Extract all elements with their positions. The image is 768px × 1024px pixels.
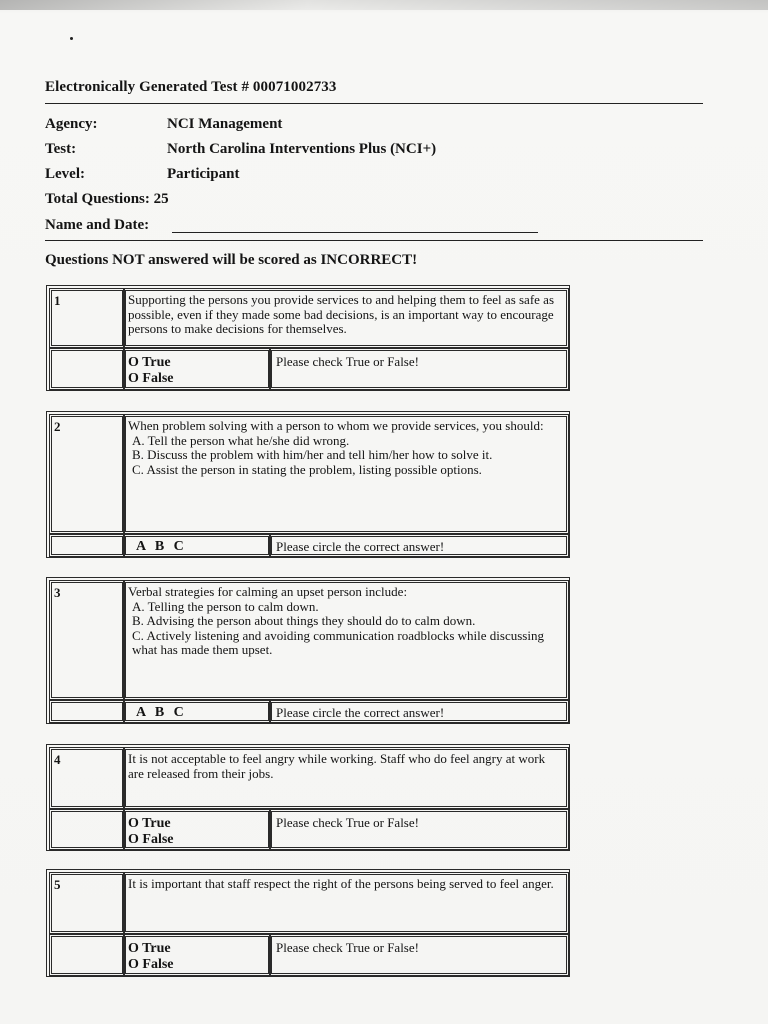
instruction-text: Please circle the correct answer! [276, 539, 445, 554]
answer-cell[interactable] [123, 348, 271, 390]
question-text-cell [123, 872, 569, 934]
total-questions-label: Total Questions: 25 [45, 191, 169, 207]
blank-cell [49, 700, 125, 723]
header-divider [45, 103, 703, 104]
blank-cell [49, 934, 125, 976]
question-text: Verbal strategies for calming an upset person include: [128, 584, 408, 599]
false-option[interactable]: O False [128, 832, 174, 847]
instruction-cell [269, 700, 569, 723]
name-date-blank[interactable] [172, 232, 538, 233]
test-title: Electronically Generated Test # 00071002733 [45, 79, 337, 95]
answer-cell[interactable] [123, 809, 271, 850]
answer-cell[interactable] [123, 534, 271, 557]
blank-cell [49, 534, 125, 557]
question-4 [46, 744, 570, 851]
question-text: It is important that staff respect the right of the persons being served to feel anger. [128, 876, 554, 891]
level-label: Level: [45, 166, 85, 182]
blank-cell [49, 348, 125, 390]
true-option[interactable]: O True [128, 941, 171, 956]
info-divider [45, 240, 703, 241]
instruction-cell [269, 809, 569, 850]
question-number-cell [49, 288, 125, 348]
agency-label: Agency: [45, 116, 98, 132]
answer-choices[interactable]: A B C [136, 539, 184, 554]
instruction-text: Please check True or False! [276, 940, 419, 955]
question-number: 5 [54, 877, 61, 892]
answer-cell[interactable] [123, 934, 271, 976]
question-text-cell [123, 747, 569, 809]
instruction-text: Please check True or False! [276, 354, 419, 369]
option-a: A. Telling the person to calm down. [132, 598, 319, 614]
question-2 [46, 411, 570, 558]
question-text: It is not acceptable to feel angry while working. Staff who do feel angry at work are released from their jobs. [128, 751, 546, 781]
question-text-cell [123, 414, 569, 534]
instruction-cell [269, 934, 569, 976]
question-number-cell [49, 414, 125, 534]
option-c: C. Assist the person in stating the problem, listing possible options. [132, 461, 482, 477]
test-value: North Carolina Interventions Plus (NCI+) [167, 141, 437, 157]
scan-edge-shadow [0, 0, 768, 10]
question-text-cell [123, 580, 569, 700]
level-value: Participant [167, 166, 240, 182]
blank-cell [49, 809, 125, 850]
test-label: Test: [45, 141, 77, 157]
question-text: When problem solving with a person to whom we provide services, you should: [128, 418, 544, 433]
instruction-cell [269, 348, 569, 390]
name-date-label: Name and Date: [45, 217, 150, 233]
question-number-cell [49, 580, 125, 700]
question-5 [46, 869, 570, 977]
question-number-cell [49, 872, 125, 934]
scoring-warning: Questions NOT answered will be scored as INCORRECT! [45, 252, 418, 268]
true-option[interactable]: O True [128, 355, 171, 370]
question-number: 1 [54, 293, 61, 308]
instruction-cell [269, 534, 569, 557]
option-b: B. Advising the person about things they should do to calm down. [132, 613, 476, 628]
instruction-text: Please circle the correct answer! [276, 705, 445, 720]
speck [70, 37, 73, 40]
option-b: B. Discuss the problem with him/her and tell him/her how to solve it. [132, 447, 493, 462]
answer-cell[interactable] [123, 700, 271, 723]
option-a: A. Tell the person what he/she did wrong. [132, 432, 350, 448]
question-3 [46, 577, 570, 724]
question-text-cell [123, 288, 569, 348]
question-number: 4 [54, 752, 61, 767]
true-option[interactable]: O True [128, 816, 171, 831]
false-option[interactable]: O False [128, 371, 174, 386]
option-c: C. Actively listening and avoiding communication roadblocks while discussing what has made them upset. [132, 627, 544, 657]
question-number: 3 [54, 585, 61, 600]
question-1 [46, 285, 570, 391]
question-number: 2 [54, 419, 61, 434]
answer-choices[interactable]: A B C [136, 705, 184, 720]
false-option[interactable]: O False [128, 957, 174, 972]
agency-value: NCI Management [167, 116, 283, 132]
question-number-cell [49, 747, 125, 809]
instruction-text: Please check True or False! [276, 815, 419, 830]
question-text: Supporting the persons you provide services to and helping them to feel as safe as possible, even if they made some bad decisions, is an important way to encourage persons to make decisions for themselves. [128, 292, 555, 336]
